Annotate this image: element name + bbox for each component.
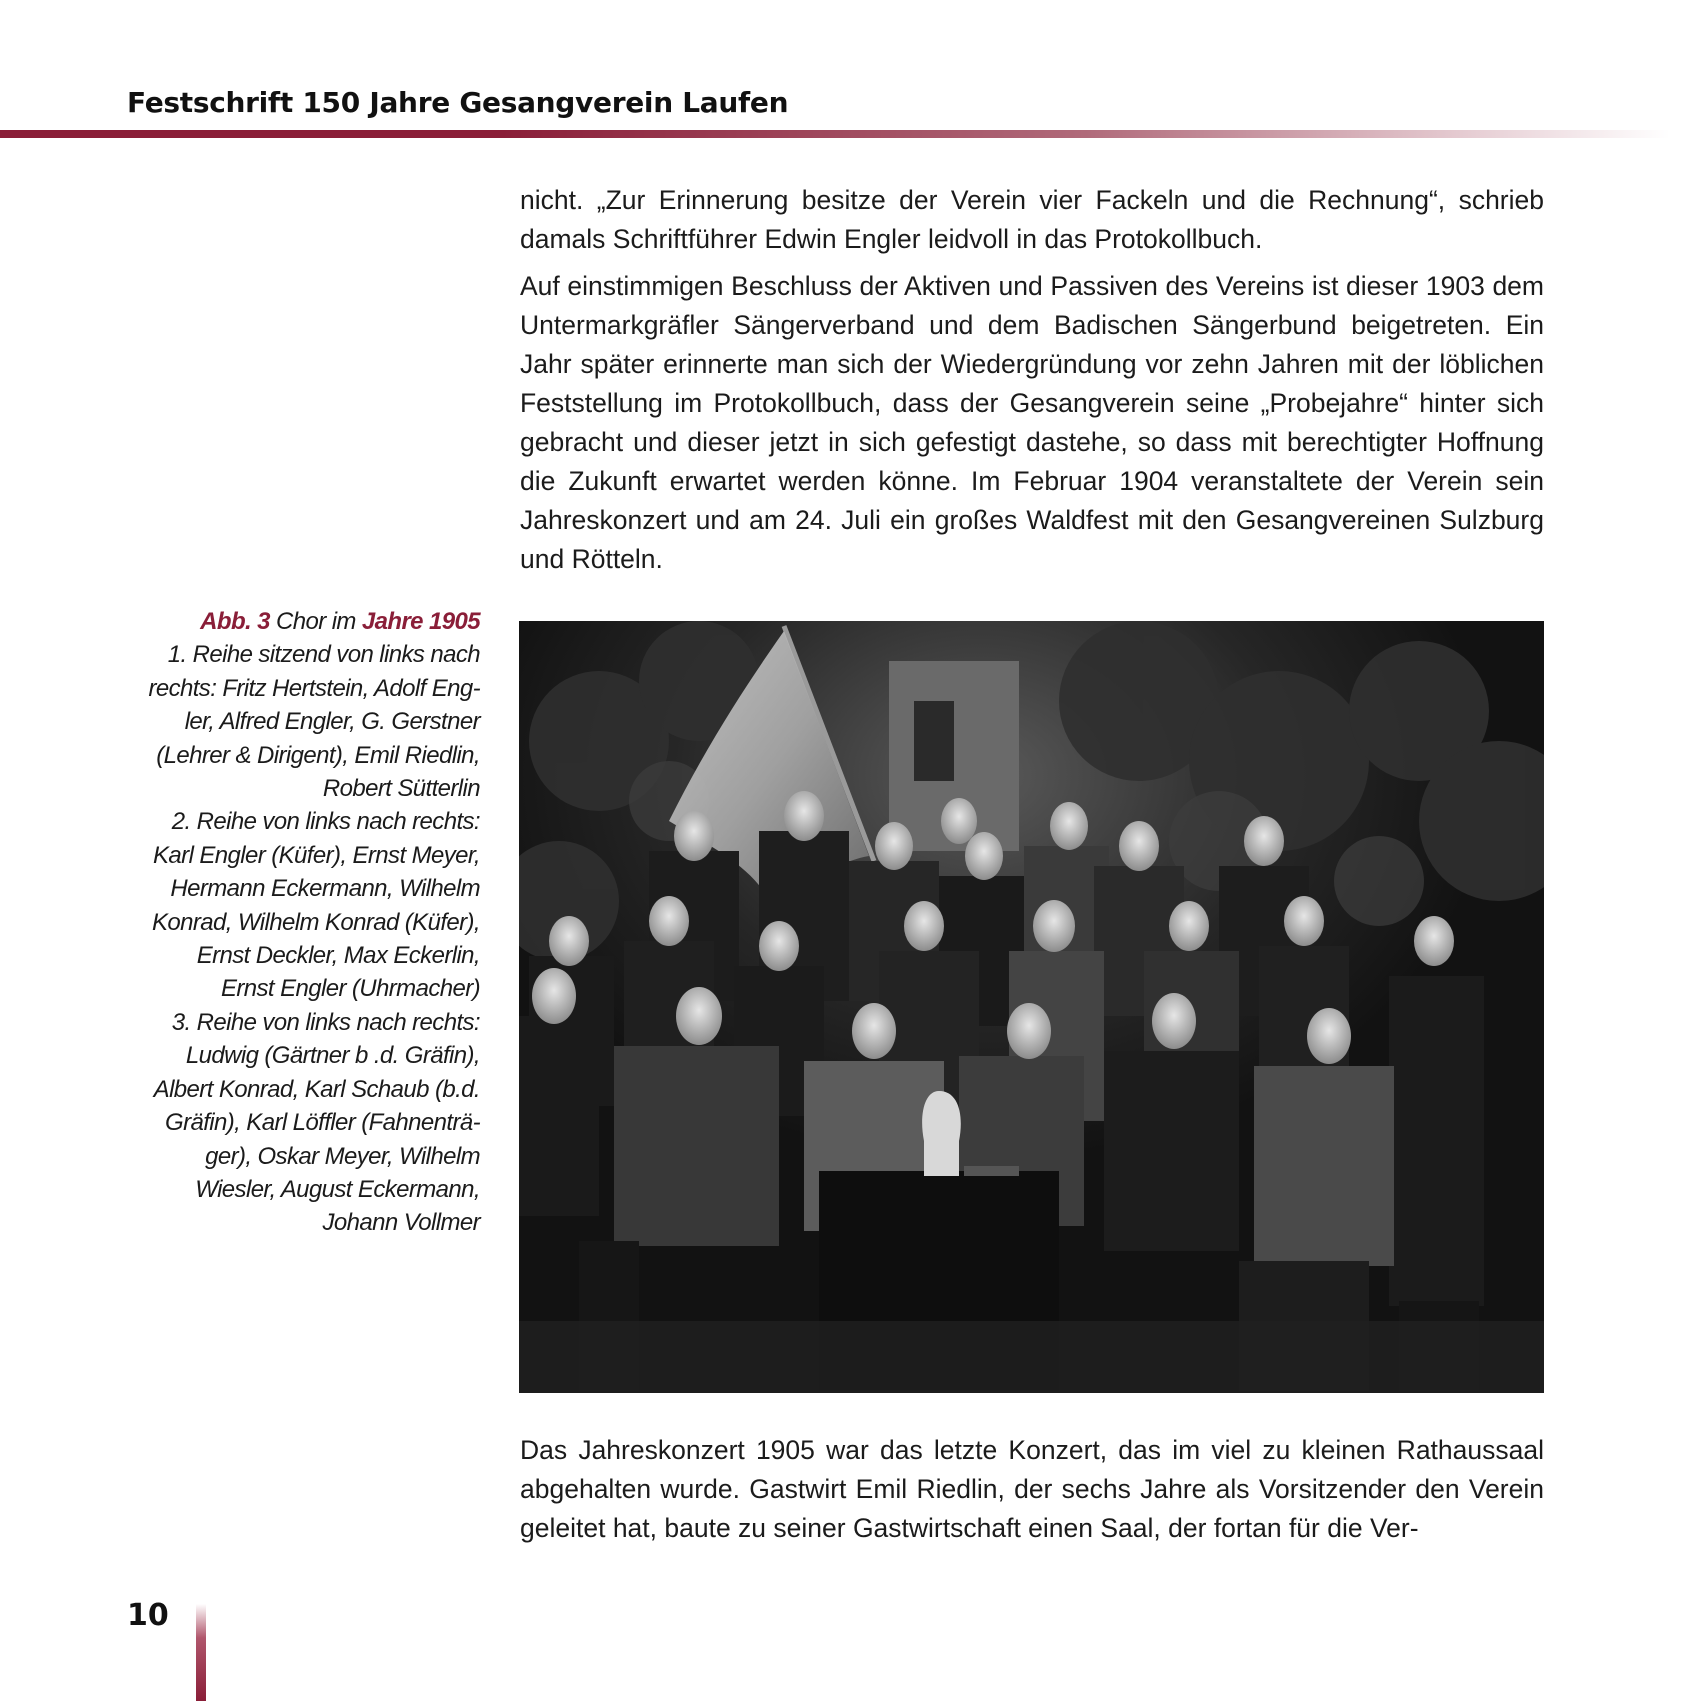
- caption-line: 3. Reihe von links nach rechts:: [171, 1008, 480, 1036]
- footer-accent-bar: [196, 1604, 206, 1701]
- caption-line: Gräfin), Karl Löffler (Fahnenträ-: [165, 1109, 480, 1137]
- figure-label: Abb. 3: [200, 608, 270, 635]
- caption-line: ger), Oskar Meyer, Wilhelm: [205, 1142, 480, 1170]
- choir-photo: [519, 621, 1544, 1393]
- caption-heading: [120, 605, 480, 638]
- caption-line: Wiesler, August Eckermann,: [195, 1175, 480, 1203]
- caption-text: Chor im: [276, 608, 356, 635]
- caption-line: ler, Alfred Engler, G. Gerstner: [184, 708, 480, 736]
- caption-line: Johann Vollmer: [322, 1209, 480, 1237]
- figure-caption: [120, 605, 480, 1240]
- running-header-title: Festschrift 150 Jahre Gesangverein Laufen: [127, 86, 789, 119]
- caption-line: Ludwig (Gärtner b .d. Gräfin),: [185, 1042, 480, 1070]
- caption-line: rechts: Fritz Hertstein, Adolf Eng-: [148, 674, 480, 702]
- caption-line: Ernst Deckler, Max Eckerlin,: [196, 942, 480, 970]
- body-paragraph: Das Jahreskonzert 1905 war das letzte Konzert, das im viel zu kleinen Rathaussaal abgehalten wurde. Gastwirt Emil Riedlin, der sechs Jahre als Vorsitzender den Verein geleitet hat, baute zu seiner Gastwirtschaft einen Saal, der fortan für die Ver-: [520, 1435, 1544, 1543]
- body-paragraph: Auf einstimmigen Beschluss der Aktiven und Passiven des Vereins ist dieser 1903 dem Untermarkgräfler Sängerverband und dem Badischen Sängerbund beigetreten. Ein Jahr später erinnerte man sich der Wiedergründung vor zehn Jahren mit der löblichen Feststellung im Protokollbuch, dass der Gesangverein seine „Probejahre“ hinter sich gebracht und dieser jetzt in sich gefestigt dastehe, so dass mit berechtigter Hoffnung die Zukunft erwartet werden könne. Im Februar 1904 veranstaltete der Verein sein Jahreskonzert und am 24. Juli ein großes Waldfest mit den Gesangvereinen Sulzburg und Rötteln.: [520, 271, 1544, 574]
- caption-year: Jahre 1905: [361, 608, 480, 635]
- caption-line: Karl Engler (Küfer), Ernst Meyer,: [153, 841, 480, 869]
- caption-line: Hermann Eckermann, Wilhelm: [170, 875, 480, 903]
- caption-line: Konrad, Wilhelm Konrad (Küfer),: [152, 908, 480, 936]
- body-paragraph: nicht. „Zur Erinnerung besitze der Verein vier Fackeln und die Rechnung“, schrieb damals Schriftführer Edwin Engler leidvoll in das Protokollbuch.: [520, 185, 1544, 254]
- page-number: 10: [127, 1598, 169, 1633]
- header-rule: [0, 130, 1670, 138]
- caption-line: 1. Reihe sitzend von links nach: [167, 641, 480, 669]
- caption-line: (Lehrer & Dirigent), Emil Riedlin,: [156, 741, 480, 769]
- caption-line: Ernst Engler (Uhrmacher): [220, 975, 480, 1003]
- caption-line: Albert Konrad, Karl Schaub (b.d.: [153, 1075, 480, 1103]
- caption-line: Robert Sütterlin: [322, 775, 480, 803]
- caption-line: 2. Reihe von links nach rechts:: [171, 808, 480, 836]
